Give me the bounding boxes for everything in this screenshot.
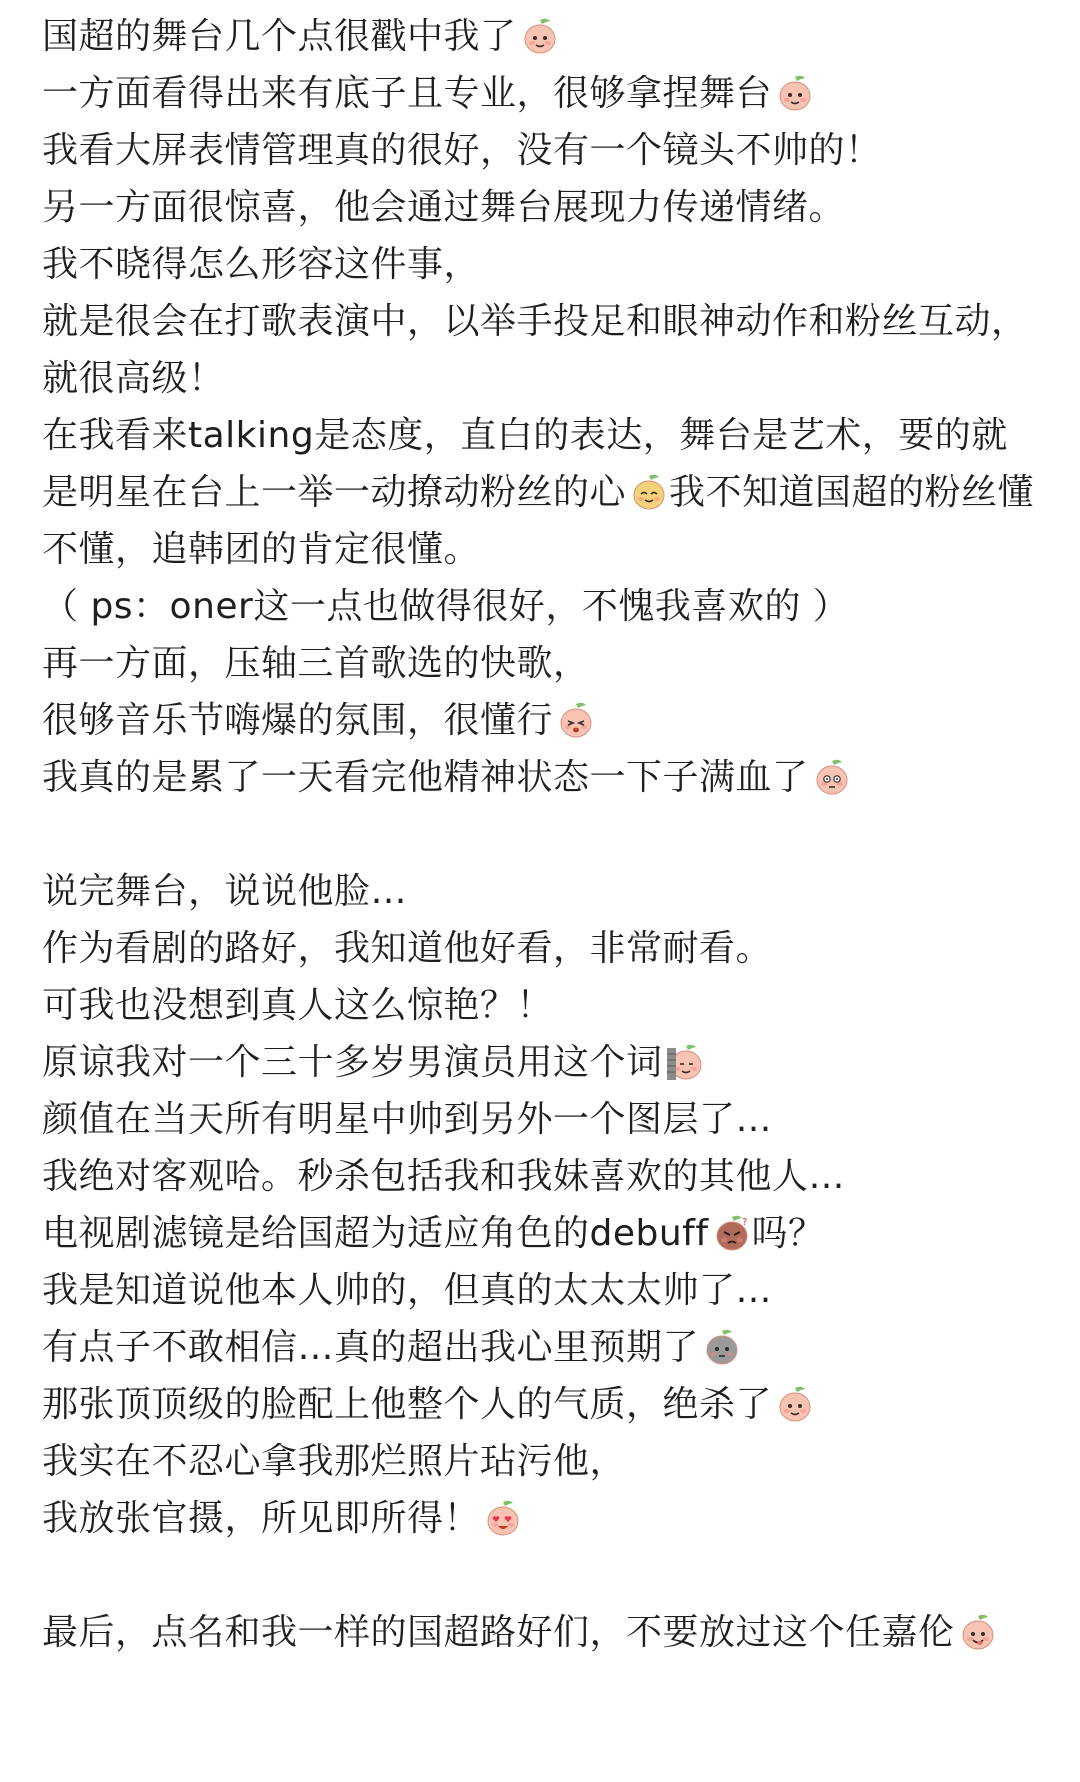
post-text: 另一方面很惊喜，他会通过舞台展现力传递情绪。 (42, 187, 846, 228)
post-text: 我真的是累了一天看完他精神状态一下子满血了 (42, 757, 809, 798)
post-text: 很够音乐节嗨爆的氛围，很懂行 (42, 700, 554, 741)
blank-line (42, 1547, 1044, 1604)
tongue-peach-icon (958, 1612, 998, 1652)
excited-peach-icon (556, 700, 596, 740)
post-text: 最后，点名和我一样的国超路好们，不要放过这个任嘉伦 (42, 1612, 955, 1653)
post-line (42, 1262, 1044, 1319)
post-text: 一方面看得出来有底子且专业，很够拿捏舞台 (42, 73, 773, 114)
post-text: 我绝对客观哈。秒杀包括我和我妹喜欢的其他人… (42, 1156, 846, 1197)
post-text: 原谅我对一个三十多岁男演员用这个词 (42, 1042, 663, 1083)
shy-peach-icon (775, 1384, 815, 1424)
post-line (42, 635, 1044, 692)
post-line (42, 749, 1044, 806)
post-paragraph (42, 407, 1044, 578)
post-line (42, 1319, 1044, 1376)
post-text: 我实在不忍心拿我那烂照片玷污他， (42, 1441, 627, 1482)
post-line (42, 1205, 1044, 1262)
post-paragraph (42, 293, 1044, 407)
post-text-tail: 吗？ (751, 1213, 825, 1254)
post-line (42, 236, 1044, 293)
post-text: 有点子不敢相信…真的超出我心里预期了 (42, 1327, 700, 1368)
post-line (42, 692, 1044, 749)
heart-eyes-peach-icon (483, 1498, 523, 1538)
post-line (42, 8, 1044, 65)
post-line (42, 977, 1044, 1034)
post-line (42, 65, 1044, 122)
svg-text:?: ? (741, 1217, 748, 1228)
post-line (42, 1433, 1044, 1490)
post-text-tail: 我不知道国超的粉丝懂不懂，追韩团的肯定很懂。 (42, 472, 1035, 570)
post-line (42, 1091, 1044, 1148)
wall-peach-icon (666, 1042, 706, 1082)
post-text: 电视剧滤镜是给国超为适应角色的debuff (42, 1213, 709, 1254)
post-line (42, 578, 1044, 635)
blush-peach-icon (775, 73, 815, 113)
post-text: （ ps：oner这一点也做得很好，不愧我喜欢的 ） (42, 586, 850, 627)
post-text: 我是知道说他本人帅的，但真的太太太帅了… (42, 1270, 773, 1311)
post-line (42, 1148, 1044, 1205)
bottom-fade (0, 1742, 1080, 1782)
post-text: 我看大屏表情管理真的很好，没有一个镜头不帅的！ (42, 130, 882, 171)
post-text: 颜值在当天所有明星中帅到另外一个图层了… (42, 1099, 773, 1140)
post-text: 说完舞台，说说他脸… (42, 871, 408, 912)
stone-face-icon (702, 1327, 742, 1367)
dazed-peach-icon (812, 757, 852, 797)
post-text: 就是很会在打歌表演中，以举手投足和眼神动作和粉丝互动，就很高级！ (42, 301, 1028, 399)
blank-line (42, 806, 1044, 863)
post-paragraph (42, 1604, 1044, 1661)
post-text: 作为看剧的路好，我知道他好看，非常耐看。 (42, 928, 773, 969)
thinking-peach-icon (520, 16, 560, 56)
post-line (42, 920, 1044, 977)
post-text: 我放张官摄，所见即所得！ (42, 1498, 481, 1539)
post-text: 国超的舞台几个点很戳中我了 (42, 16, 517, 57)
angry-peach-icon (712, 1213, 752, 1253)
post-line (42, 179, 1044, 236)
smug-peach-icon (629, 472, 669, 512)
post-text: 再一方面，压轴三首歌选的快歌， (42, 643, 590, 684)
post-text: 那张顶顶级的脸配上他整个人的气质，绝杀了 (42, 1384, 773, 1425)
post-line (42, 122, 1044, 179)
post-line (42, 1034, 1044, 1091)
post-text: 在我看来talking是态度，直白的表达，舞台是艺术，要的就是明星在台上一举一动撩动粉丝的心 (42, 415, 1008, 513)
post-line (42, 1490, 1044, 1547)
post-line (42, 863, 1044, 920)
post-text: 可我也没想到真人这么惊艳？！ (42, 985, 554, 1026)
post-text: 我不晓得怎么形容这件事， (42, 244, 481, 285)
post-line (42, 1376, 1044, 1433)
